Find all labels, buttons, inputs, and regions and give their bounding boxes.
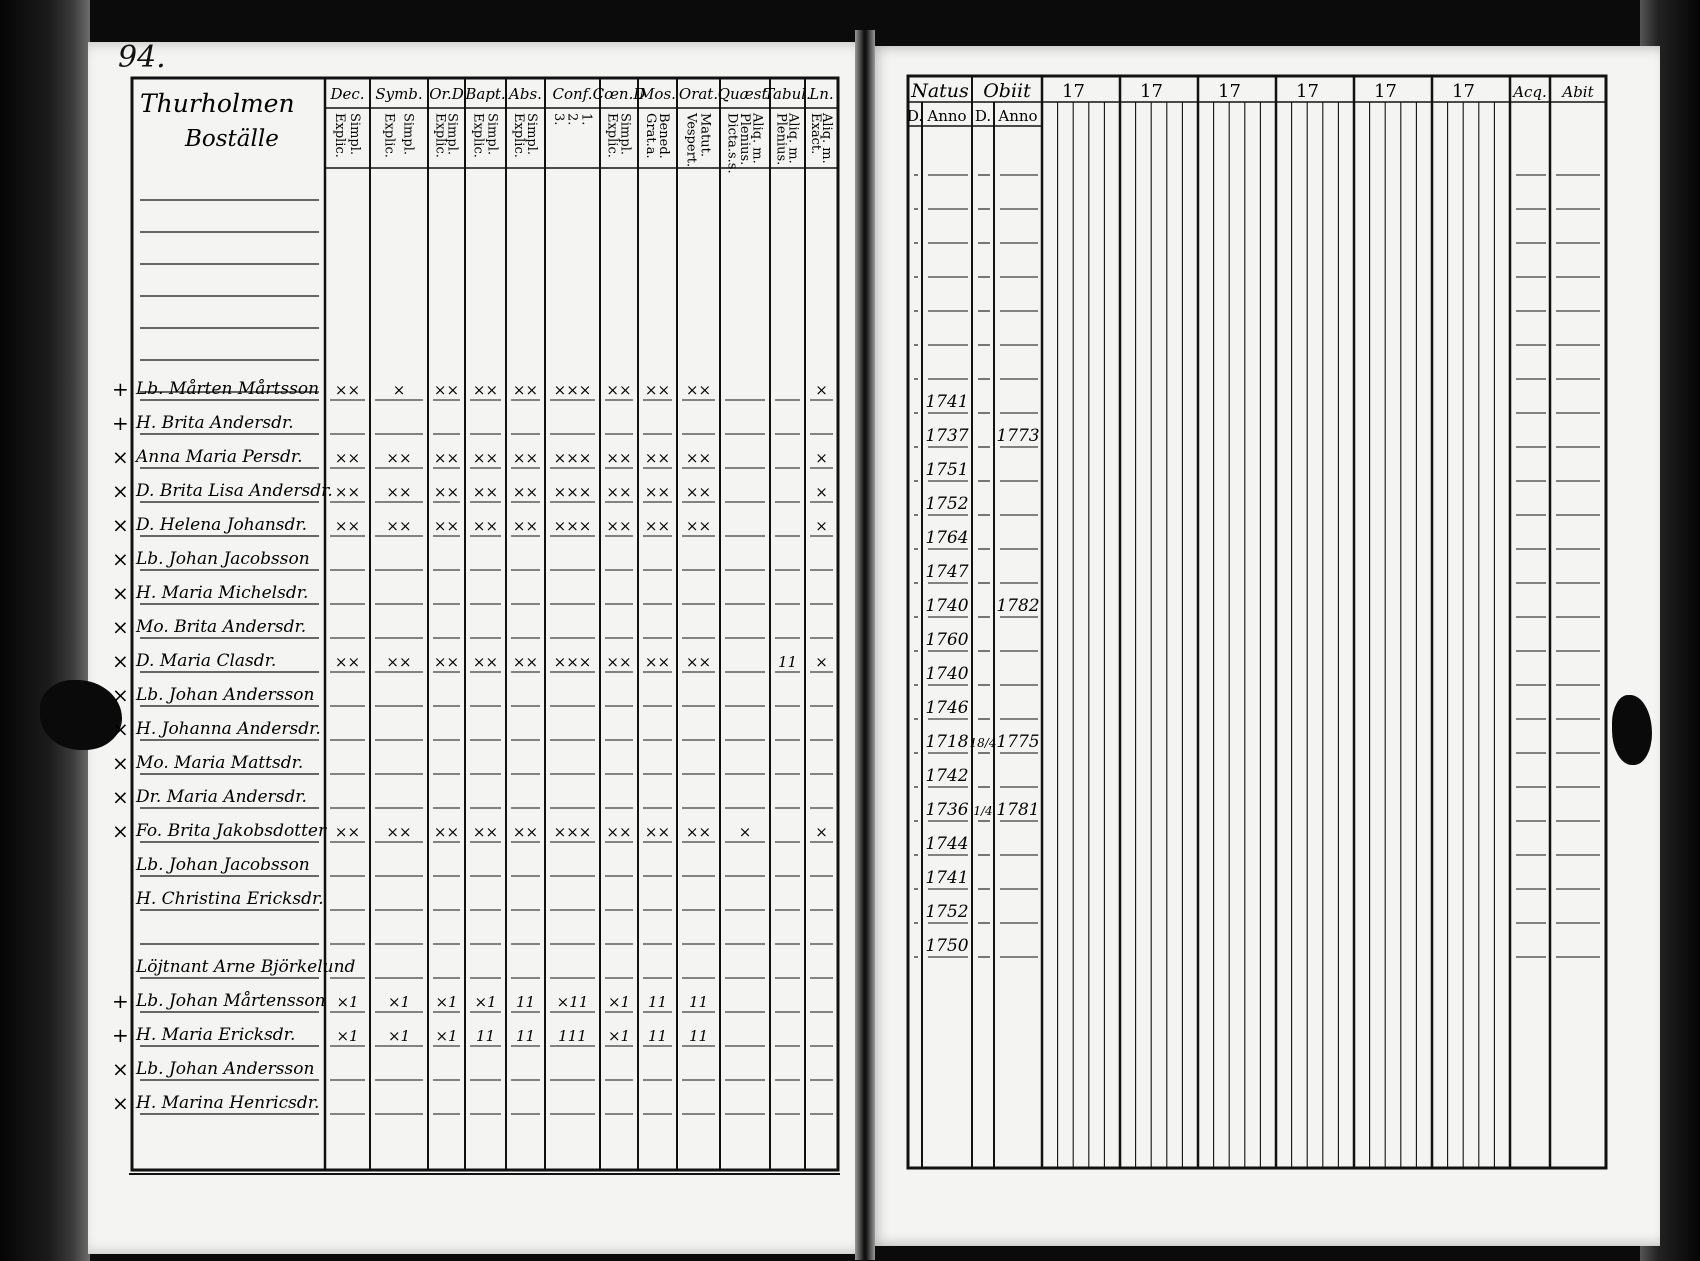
entry-name: Lb. Johan Mårtensson: [136, 991, 326, 1011]
year-group-heading: 17: [1218, 81, 1241, 102]
column-subheading: Matut.: [697, 113, 713, 158]
heading-line-2: Boställe: [185, 126, 279, 152]
entry-name: D. Brita Lisa Andersdr.: [136, 481, 333, 501]
entry-name: Lb. Johan Andersson: [136, 1059, 315, 1079]
column-heading: Mos.: [639, 85, 676, 103]
column-subheading: Simpl.: [444, 113, 460, 156]
column-subheading: Plenius.: [737, 113, 752, 166]
column-subheading: Plenius.: [773, 113, 789, 166]
column-heading: Quæst.: [717, 85, 773, 103]
entry-mark: ××: [334, 381, 361, 399]
entry-name: H. Maria Michelsdr.: [136, 583, 309, 603]
entry-status-mark: ×: [112, 785, 129, 809]
entry-mark: ××: [685, 823, 712, 841]
entry-mark: 11: [647, 1027, 668, 1045]
entry-status-mark: +: [112, 411, 129, 435]
column-subheading: Explic.: [332, 113, 347, 158]
birth-year: 1752: [925, 494, 969, 514]
birth-year: 1742: [925, 766, 969, 786]
year-group-heading: 17: [1296, 81, 1319, 102]
entry-status-mark: +: [112, 1023, 129, 1047]
death-day: 18/4: [969, 736, 997, 750]
entry-mark: ××: [433, 823, 460, 841]
column-subheading: Simpl.: [524, 113, 539, 156]
entry-status-mark: ×: [112, 1057, 129, 1081]
entry-status-mark: +: [112, 377, 129, 401]
entry-mark: ×: [815, 381, 828, 399]
entry-name: Lb. Mårten Mårtsson: [136, 379, 320, 399]
column-heading: Ln.: [809, 85, 834, 103]
entry-name: H. Johanna Andersdr.: [136, 719, 321, 739]
entry-mark: ××: [433, 449, 460, 467]
entry-mark: 11: [647, 993, 668, 1011]
entry-mark: ×××: [553, 517, 592, 535]
entry-mark: ×××: [553, 381, 592, 399]
entry-mark: ×: [815, 823, 828, 841]
column-heading: Conf.: [552, 85, 593, 103]
entry-mark: ×1: [607, 993, 631, 1011]
entry-mark: ×: [815, 517, 828, 535]
entry-mark: ×1: [336, 1027, 359, 1045]
birth-year: 1737: [925, 426, 969, 446]
entry-mark: ×: [815, 653, 828, 671]
entry-mark: ××: [606, 823, 632, 841]
entry-mark: ××: [606, 381, 632, 399]
entry-mark: ×1: [435, 1027, 458, 1045]
column-subheading: Exact.: [808, 113, 823, 155]
column-subheading: Simpl.: [484, 113, 500, 156]
entry-mark: ××: [606, 653, 632, 671]
birth-year: 1718: [925, 732, 969, 752]
entry-status-mark: ×: [112, 445, 129, 469]
entry-mark: ××: [334, 517, 361, 535]
birth-year: 1741: [925, 868, 969, 888]
entry-mark: ××: [386, 483, 412, 501]
birth-year: 1741: [925, 392, 969, 412]
entry-mark: ×××: [553, 653, 592, 671]
entry-name: H. Brita Andersdr.: [136, 413, 294, 433]
column-subheading: Vespert.: [683, 113, 699, 168]
column-subheading: Aliq. m.: [819, 113, 834, 164]
entry-name: H. Marina Henricsdr.: [136, 1093, 320, 1113]
column-subheading: Aliq. m.: [749, 113, 765, 164]
entry-mark: ×11: [556, 993, 589, 1011]
column-subheading: 3.: [550, 113, 566, 126]
column-subheading: Explic.: [470, 113, 486, 158]
entry-mark: ××: [433, 381, 460, 399]
entry-mark: ××: [644, 381, 671, 399]
entry-status-mark: ×: [112, 819, 129, 843]
entry-name: Dr. Maria Andersdr.: [136, 787, 307, 807]
entry-mark: ××: [472, 823, 499, 841]
entry-mark: ×: [815, 449, 828, 467]
column-subheading: Explic.: [381, 113, 397, 158]
entry-mark: ××: [512, 449, 539, 467]
entry-name: Mo. Brita Andersdr.: [136, 617, 307, 637]
entry-mark: ×1: [387, 1027, 411, 1045]
entry-mark: ××: [386, 823, 412, 841]
entry-mark: ××: [334, 483, 361, 501]
entry-mark: ××: [606, 449, 632, 467]
entry-mark: ×1: [435, 993, 458, 1011]
entry-mark: ××: [334, 449, 361, 467]
entry-mark: ××: [685, 449, 712, 467]
birth-year: 1740: [925, 664, 969, 684]
column-subheading: Explic.: [432, 113, 448, 158]
entry-mark: ××: [644, 483, 671, 501]
year-group-heading: 17: [1140, 81, 1163, 102]
entry-name: Lb. Johan Jacobsson: [136, 855, 310, 875]
entry-mark: ××: [606, 517, 632, 535]
death-year: 1775: [996, 732, 1040, 752]
entry-mark: ××: [433, 483, 460, 501]
right-table-frame: [908, 76, 1606, 1168]
entry-mark: ××: [334, 653, 361, 671]
heading-line-1: Thurholmen: [140, 89, 295, 118]
entry-mark: ××: [472, 449, 499, 467]
year-group-heading: 17: [1452, 81, 1475, 102]
entry-mark: ××: [512, 517, 539, 535]
column-heading: Abs.: [509, 85, 542, 103]
birth-year: 1747: [925, 562, 969, 582]
entry-name: Lb. Johan Andersson: [136, 685, 315, 705]
entry-status-mark: +: [112, 989, 129, 1013]
entry-mark: 11: [777, 653, 798, 671]
entry-mark: ××: [685, 517, 712, 535]
death-year: 1781: [996, 800, 1040, 820]
entry-mark: ××: [472, 381, 499, 399]
entry-mark: ××: [644, 449, 671, 467]
entry-mark: ×: [738, 823, 752, 841]
entry-status-mark: ×: [112, 581, 129, 605]
acq-heading: Acq.: [1513, 83, 1547, 101]
column-heading: Or.D: [429, 85, 464, 103]
year-group-heading: 17: [1062, 81, 1085, 102]
entry-name: D. Maria Clasdr.: [136, 651, 277, 671]
entry-mark: ×××: [553, 823, 592, 841]
entry-mark: ×1: [336, 993, 359, 1011]
entry-mark: 11: [475, 1027, 496, 1045]
birth-year: 1746: [925, 698, 969, 718]
entry-mark: ××: [472, 483, 499, 501]
entry-mark: ××: [685, 381, 712, 399]
column-subheading: Simpl.: [617, 113, 633, 156]
column-subheading: Simpl.: [347, 113, 362, 156]
entry-mark: 111: [558, 1027, 587, 1045]
entry-status-mark: ×: [112, 683, 129, 707]
entry-mark: ××: [472, 653, 499, 671]
entry-mark: ××: [386, 517, 412, 535]
entry-name: D. Helena Johansdr.: [136, 515, 308, 535]
entry-mark: ××: [512, 381, 539, 399]
column-heading: Orat.: [678, 85, 719, 103]
birth-year: 1751: [925, 460, 969, 480]
column-subheading: Aliq. m.: [785, 113, 801, 164]
year-group-heading: 17: [1374, 81, 1397, 102]
entry-mark: ××: [386, 653, 412, 671]
column-subheading: Bened.: [656, 113, 671, 159]
column-heading: Bapt.: [465, 85, 506, 103]
birth-year: 1752: [925, 902, 969, 922]
entry-status-mark: ×: [112, 615, 129, 639]
entry-mark: ××: [334, 823, 361, 841]
natus-heading: Natus: [911, 80, 969, 102]
natus-day-heading: D.: [906, 107, 924, 125]
entry-mark: 11: [688, 1027, 709, 1045]
entry-mark: ××: [606, 483, 632, 501]
column-heading: Tabul.: [764, 85, 811, 103]
column-heading: Dec.: [330, 85, 365, 103]
entry-mark: ××: [433, 517, 460, 535]
entry-mark: ××: [512, 823, 539, 841]
entry-status-mark: ×: [112, 751, 129, 775]
birth-year: 1744: [925, 834, 969, 854]
column-subheading: Explic.: [511, 113, 526, 158]
birth-year: 1764: [925, 528, 969, 548]
entry-name: Lb. Johan Jacobsson: [136, 549, 310, 569]
column-heading: Symb.: [375, 85, 423, 103]
entry-status-mark: ×: [112, 547, 129, 571]
death-year: 1782: [996, 596, 1040, 616]
column-heading: Cœn.D: [592, 85, 646, 103]
column-subheading: 1.: [578, 113, 594, 126]
entry-mark: 11: [515, 1027, 536, 1045]
natus-year-heading: Anno: [927, 107, 967, 125]
entry-mark: ××: [433, 653, 460, 671]
entry-mark: ××: [512, 483, 539, 501]
abit-heading: Abit: [1562, 83, 1594, 101]
entry-status-mark: ×: [112, 717, 129, 741]
entry-status-mark: ×: [112, 1091, 129, 1115]
entry-name: H. Christina Ericksdr.: [136, 889, 324, 909]
entry-mark: ××: [644, 517, 671, 535]
entry-mark: ××: [386, 449, 412, 467]
entry-mark: ×××: [553, 449, 592, 467]
column-subheading: Dicta.s.s.: [724, 113, 740, 174]
column-subheading: Simpl.: [400, 113, 416, 156]
entry-mark: ××: [472, 517, 499, 535]
entry-mark: ×1: [387, 993, 411, 1011]
entry-mark: ××: [685, 653, 712, 671]
column-subheading: Explic.: [604, 113, 620, 158]
birth-year: 1760: [925, 630, 969, 650]
entry-name: H. Maria Ericksdr.: [136, 1025, 296, 1045]
entry-status-mark: ×: [112, 649, 129, 673]
birth-year: 1736: [925, 800, 969, 820]
entry-mark: ××: [512, 653, 539, 671]
folio-number: 94.: [118, 40, 166, 75]
birth-year: 1750: [925, 936, 969, 956]
death-day: 1/4: [973, 804, 993, 818]
entry-mark: ××: [644, 823, 671, 841]
entry-mark: ×: [392, 381, 406, 399]
entry-mark: 11: [688, 993, 709, 1011]
entry-name: Mo. Maria Mattsdr.: [136, 753, 304, 773]
column-subheading: Grat.a.: [643, 113, 658, 159]
entry-mark: ×: [815, 483, 828, 501]
entry-status-mark: ×: [112, 479, 129, 503]
obiit-year-heading: Anno: [998, 107, 1038, 125]
entry-name: Anna Maria Persdr.: [136, 447, 303, 467]
entry-name: Fo. Brita Jakobsdotter: [136, 821, 327, 841]
entry-name: Löjtnant Arne Björkelund: [136, 957, 356, 977]
entry-mark: ××: [685, 483, 712, 501]
death-year: 1773: [996, 426, 1040, 446]
obiit-day-heading: D.: [974, 107, 992, 125]
entry-status-mark: ×: [112, 513, 129, 537]
entry-mark: ×1: [607, 1027, 631, 1045]
entry-mark: ×××: [553, 483, 592, 501]
birth-year: 1740: [925, 596, 969, 616]
entry-mark: ××: [644, 653, 671, 671]
column-subheading: 2.: [564, 113, 580, 126]
entry-mark: ×1: [474, 993, 497, 1011]
obiit-heading: Obiit: [983, 80, 1031, 102]
entry-mark: 11: [515, 993, 536, 1011]
